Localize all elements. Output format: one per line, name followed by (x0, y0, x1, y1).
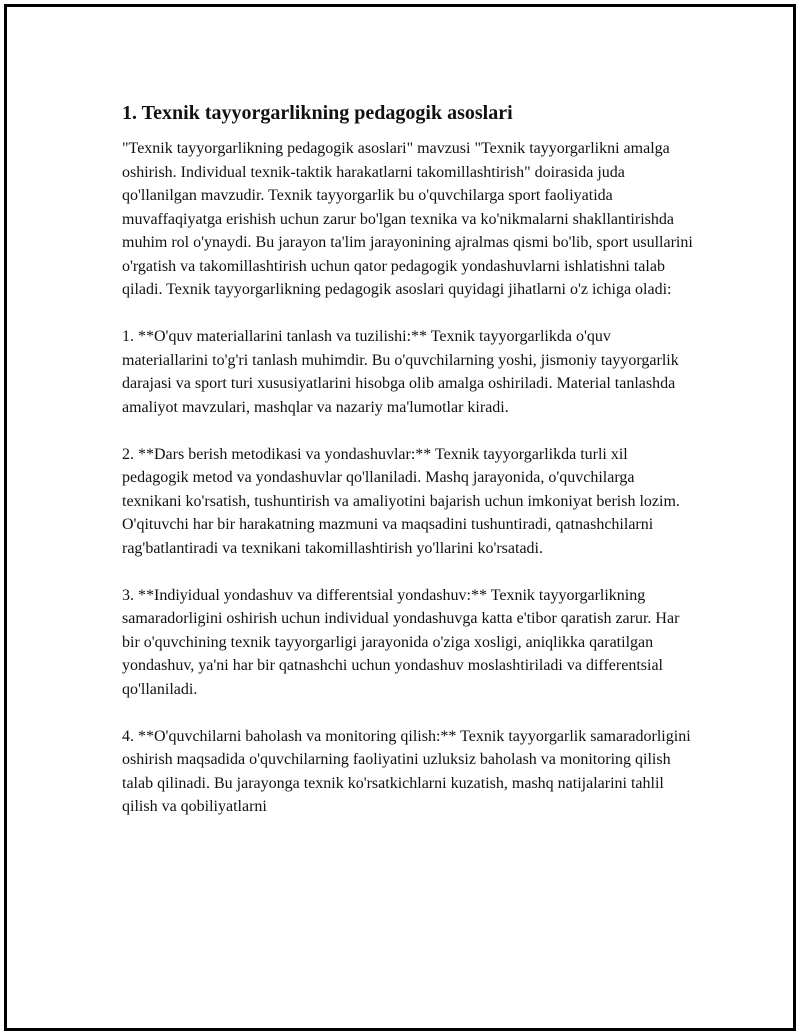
list-item-1-paragraph: 1. **O'quv materiallarini tanlash va tuzilishi:** Texnik tayyorgarlikda o'quv materiallarini to'g'ri tanlash muhimdir. Bu o'quvchilarning yoshi, jismoniy tayyorgarlik darajasi va sport turi xususiyatlarini hisobga olib amalga oshiriladi. Material tanlashda amaliyot mavzulari, mashqlar va nazariy ma'lumotlar kiradi. (122, 328, 679, 416)
list-item-4-paragraph: 4. **O'quvchilarni baholash va monitoring qilish:** Texnik tayyorgarlik samaradorligini oshirish maqsadida o'quvchilarning faoliyatini uzluksiz baholash va monitoring qilish talab qilinadi. Bu jarayonga texnik ko'rsatkichlarni kuzatish, mashq natijalarini tahlil qilish va qobiliyatlarni (122, 727, 691, 815)
list-item-2-paragraph: 2. **Dars berish metodikasi va yondashuvlar:** Texnik tayyorgarlikda turli xil pedagogik metod va yondashuvlar qo'llaniladi. Mashq jarayonida, o'quvchilarga texnikani ko'rsatish, tushuntirish va amaliyotini bajarish uchun imkoniyat berish lozim. O'qituvchi har bir harakatning mazmuni va maqsadini tushuntiradi, qatnashchilarni rag'batlantiradi va texnikani takomillashtirish yo'llarini ko'rsatadi. (122, 445, 680, 557)
list-item-3-paragraph: 3. **Indiyidual yondashuv va differentsial yondashuv:** Texnik tayyorgarlikning samaradorligini oshirish uchun individual yondashuvga katta e'tibor qaratish zarur. Har bir o'quvchining texnik tayyorgarligi jarayonida o'ziga xosligi, aniqlikka qaratilgan yondashuv, ya'ni har bir qatnashchi uchun yondashuv moslashtiriladi va differentsial qo'llaniladi. (122, 586, 680, 698)
document-body (122, 99, 697, 819)
intro-paragraph: "Texnik tayyorgarlikning pedagogik asoslari" mavzusi "Texnik tayyorgarlikni amalga oshirish. Individual texnik-taktik harakatlarni takomillashtirish" doirasida juda qo'llanilgan mavzudir. Texnik tayyorgarlik bu o'quvchilarga sport faoliyatida muvaffaqiyatga erishish uchun zarur bo'lgan texnika va ko'nikmalarni shakllantirishda muhim rol o'ynaydi. Bu jarayon ta'lim jarayonining ajralmas qismi bo'lib, sport usullarini o'rgatish va takomillashtirish uchun qator pedagogik yondashuvlarni ishlatishni talab qiladi. Texnik tayyorgarlikning pedagogik asoslari quyidagi jihatlarni o'z ichiga oladi: (122, 140, 693, 298)
section-heading: 1. Texnik tayyorgarlikning pedagogik asoslari (122, 102, 513, 124)
page-frame (4, 4, 796, 1031)
